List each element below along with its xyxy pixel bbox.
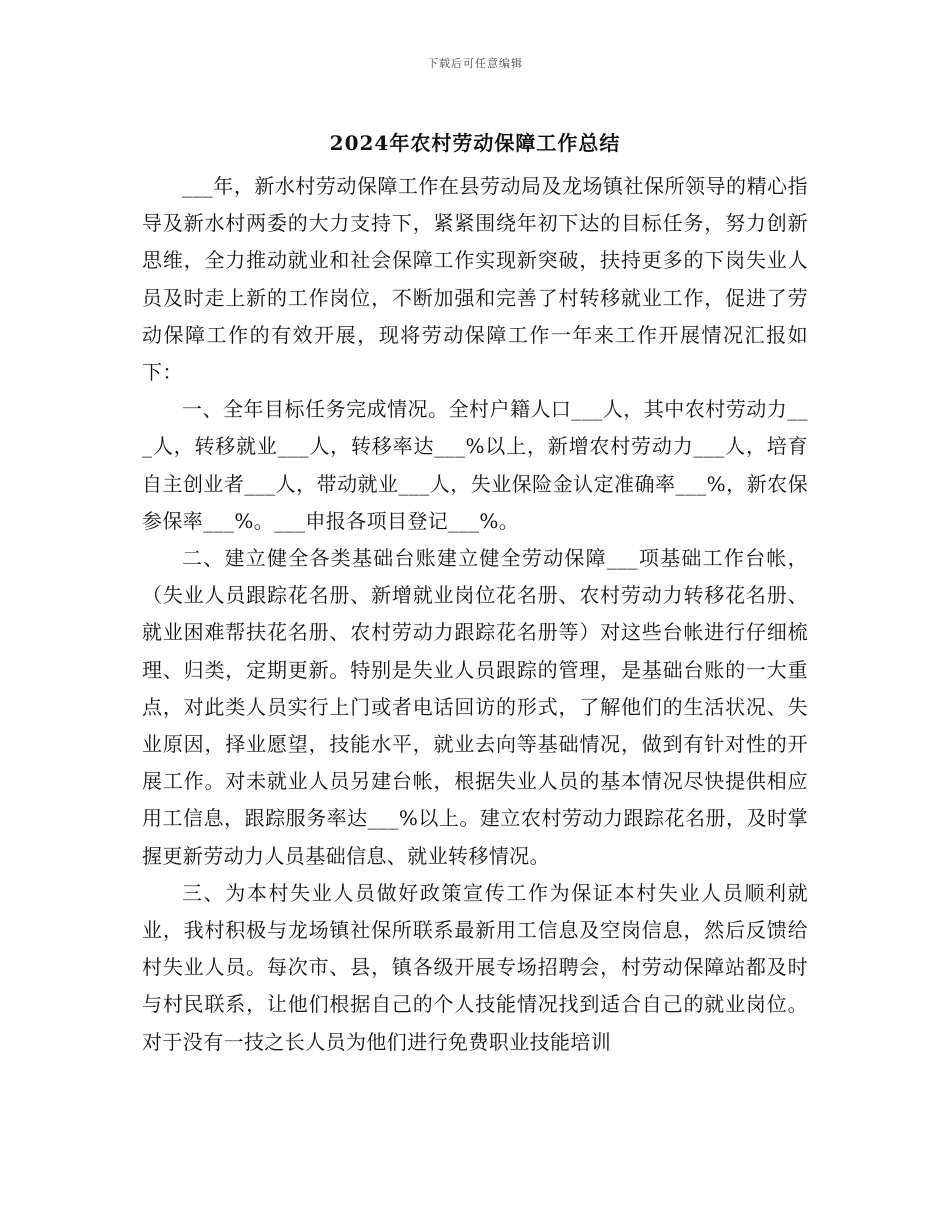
document-title: 2024年农村劳动保障工作总结 [329, 131, 621, 155]
paragraph-section-1: 一、全年目标任务完成情况。全村户籍人口___人，其中农村劳动力___人，转移就业___人，转移率达___%以上，新增农村劳动力___人，培育自主创业者___人，带动就业___人，失业保险金认定准确率___%，新农保参保率___%。___申报各项目登记___%。 [142, 397, 808, 533]
paragraph-intro: ___年，新水村劳动保障工作在县劳动局及龙场镇社保所领导的精心指导及新水村两委的大力支持下，紧紧围绕年初下达的目标任务，努力创新思维，全力推动就业和社会保障工作实现新突破，扶持更多的下岗失业人员及时走上新的工作岗位，不断加强和完善了村转移就业工作，促进了劳动保障工作的有效开展，现将劳动保障工作一年来工作开展情况汇报如下： [142, 174, 808, 385]
document-body [142, 168, 808, 1061]
paragraph-section-2: 二、建立健全各类基础台账建立健全劳动保障___项基础工作台帐，（失业人员跟踪花名册、新增就业岗位花名册、农村劳动力转移花名册、就业困难帮扶花名册、农村劳动力跟踪花名册等）对这些台帐进行仔细梳理、归类，定期更新。特别是失业人员跟踪的管理，是基础台账的一大重点，对此类人员实行上门或者电话回访的形式，了解他们的生活状况、失业原因，择业愿望，技能水平，就业去向等基础情况，做到有针对性的开展工作。对未就业人员另建台帐，根据失业人员的基本情况尽快提供相应用工信息，跟踪服务率达___%以上。建立农村劳动力跟踪花名册，及时掌握更新劳动力人员基础信息、就业转移情况。 [142, 546, 808, 868]
page-header-note: 下载后可任意编辑 [427, 57, 523, 70]
paragraph-section-3: 三、为本村失业人员做好政策宣传工作为保证本村失业人员顺利就业，我村积极与龙场镇社保所联系最新用工信息及空岗信息，然后反馈给村失业人员。每次市、县，镇各级开展专场招聘会，村劳动保障站都及时与村民联系，让他们根据自己的个人技能情况找到适合自己的就业岗位。对于没有一技之长人员为他们进行免费职业技能培训 [142, 880, 808, 1054]
